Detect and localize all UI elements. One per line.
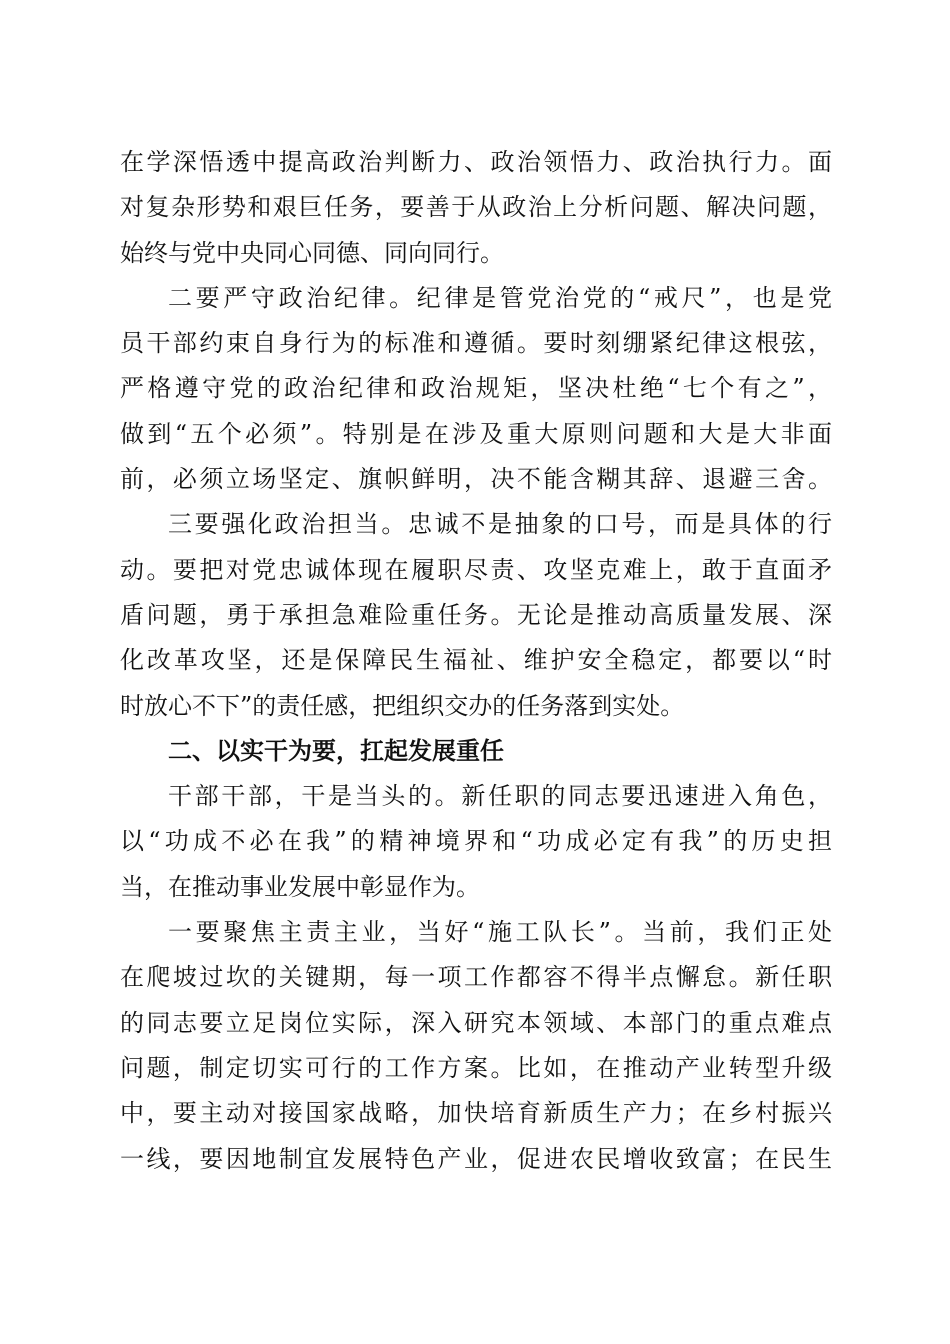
text-line: 在学深悟透中提高政治判断力、政治领悟力、政治执行力。面 [120,148,832,176]
text-line: 的同志要立足岗位实际，深入研究本领域、本部门的重点难点 [120,1008,832,1037]
text-line: 以“功成不必在我”的精神境界和“功成必定有我”的历史担 [120,827,832,856]
text-line: 对复杂形势和艰巨任务，要善于从政治上分析问题、解决问题， [120,193,832,222]
text-line: 在爬坡过坎的关键期，每一项工作都容不得半点懈怠。新任职 [120,963,832,992]
text-line: 始终与党中央同心同德、同向同行。 [120,238,504,267]
section-heading: 二、以实干为要，扛起发展重任 [168,736,504,765]
text-line: 化改革攻坚，还是保障民生福祉、维护安全稳定，都要以“时 [120,646,832,675]
text-line: 员干部约束自身行为的标准和遵循。要时刻绷紧纪律这根弦， [120,329,832,358]
text-line: 干部干部，干是当头的。新任职的同志要迅速进入角色， [168,782,832,811]
text-line: 一线，要因地制宜发展特色产业，促进农民增收致富；在民生 [120,1144,832,1173]
text-line: 当，在推动事业发展中彰显作为。 [120,872,480,901]
body-text [120,140,832,1182]
text-line: 一要聚焦主责主业，当好“施工队长”。当前，我们正处 [168,918,832,947]
text-line: 问题，制定切实可行的工作方案。比如，在推动产业转型升级 [120,1053,832,1082]
text-line: 动。要把对党忠诚体现在履职尽责、攻坚克难上，敢于直面矛 [120,555,832,584]
text-line: 做到“五个必须”。特别是在涉及重大原则问题和大是大非面 [120,419,832,448]
text-line: 时放心不下”的责任感，把组织交办的任务落到实处。 [120,691,685,720]
text-line: 中，要主动对接国家战略，加快培育新质生产力；在乡村振兴 [120,1099,832,1128]
text-line: 三要强化政治担当。忠诚不是抽象的口号，而是具体的行 [168,510,832,539]
text-line: 二要严守政治纪律。纪律是管党治党的“戒尺”，也是党 [168,283,832,312]
text-line: 盾问题，勇于承担急难险重任务。无论是推动高质量发展、深 [120,600,832,629]
text-line: 严格遵守党的政治纪律和政治规矩，坚决杜绝“七个有之”， [120,374,832,403]
text-line: 前，必须立场坚定、旗帜鲜明，决不能含糊其辞、退避三舍。 [120,465,832,494]
